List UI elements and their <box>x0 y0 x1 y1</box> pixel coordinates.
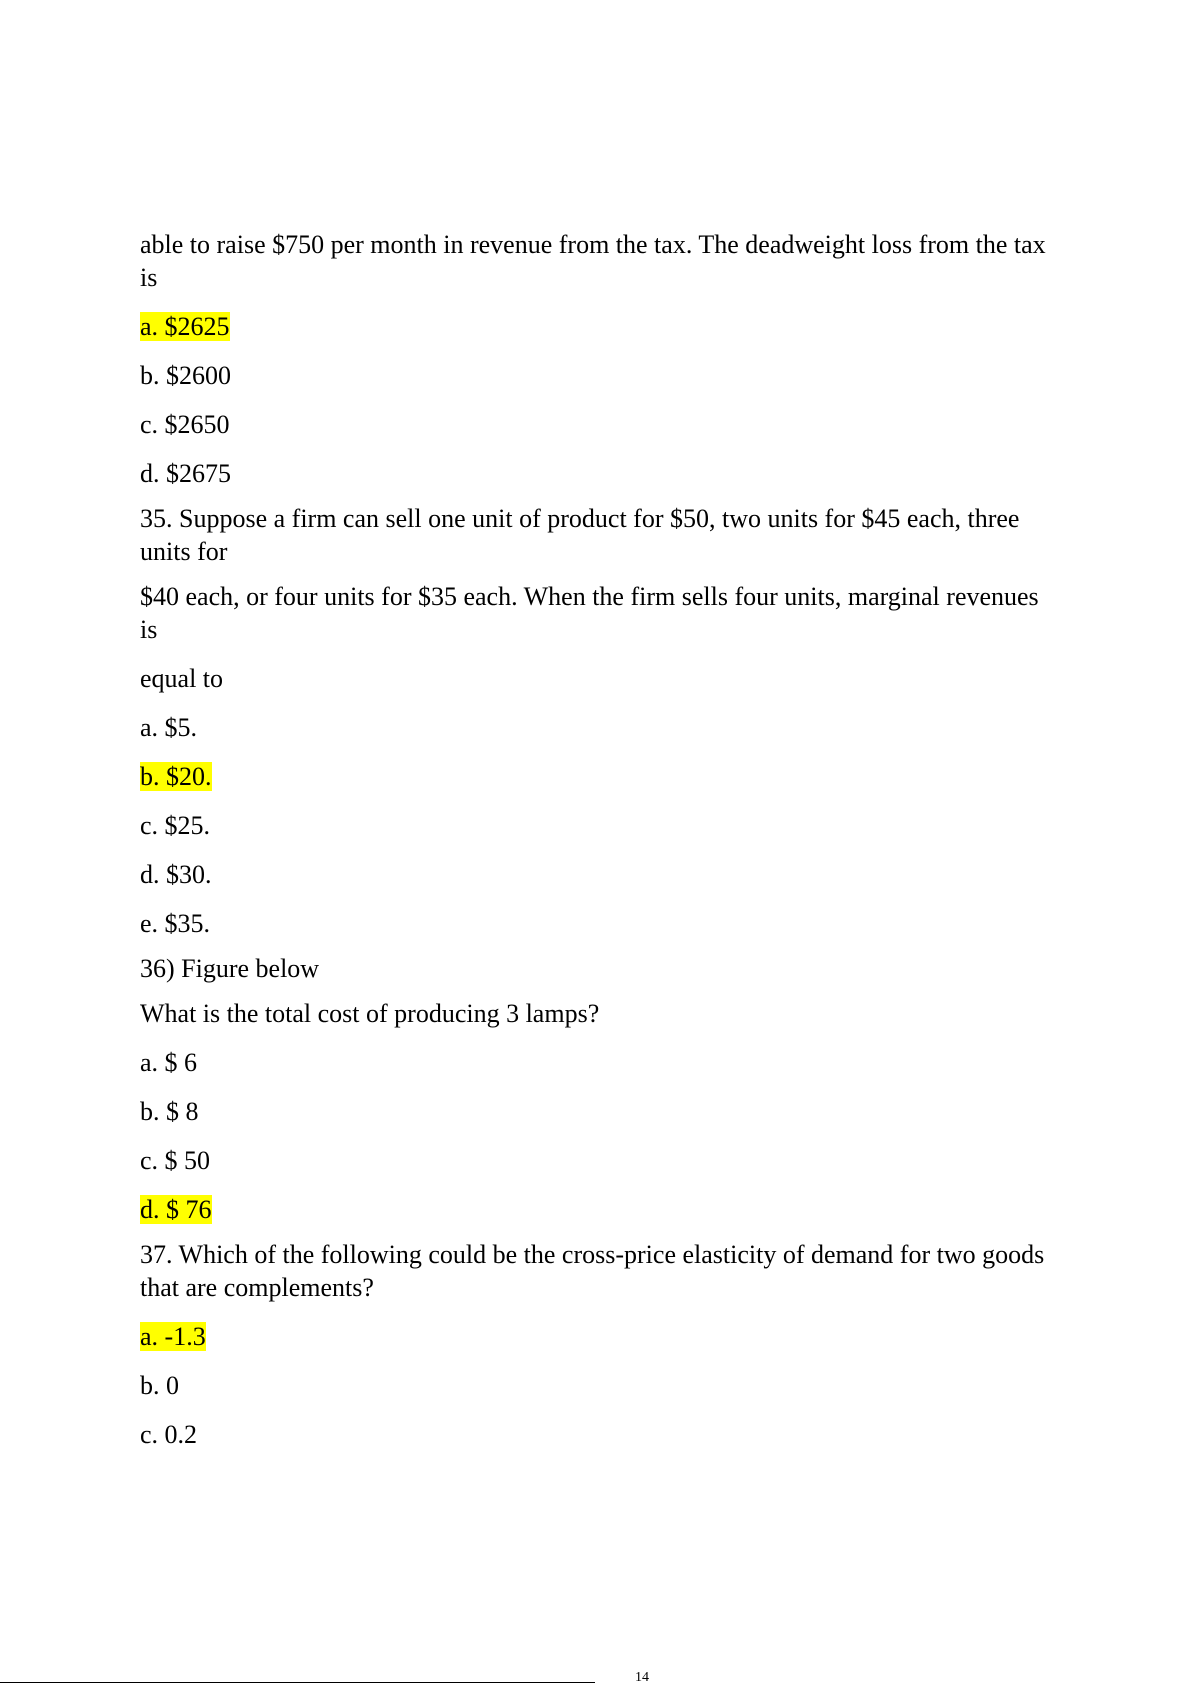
q37-option-b: b. 0 <box>140 1371 179 1400</box>
q36-option-c: c. $ 50 <box>140 1146 211 1175</box>
q34-option-c: c. $2650 <box>140 410 230 439</box>
question-36-text: What is the total cost of producing 3 lamps? <box>140 999 600 1028</box>
q35-option-c: c. $25. <box>140 811 211 840</box>
q36-option-b: b. $ 8 <box>140 1097 199 1126</box>
q35-option-e: e. $35. <box>140 909 211 938</box>
q36-option-a: a. $ 6 <box>140 1048 198 1077</box>
q36-option-d <box>140 1193 1060 1226</box>
question-34-continuation: able to raise $750 per month in revenue from the tax. The deadweight loss from the tax is <box>140 230 1046 292</box>
page-content <box>140 228 1060 1467</box>
answer-highlight: a. -1.3 <box>140 1322 206 1351</box>
answer-highlight: d. $ 76 <box>140 1195 212 1224</box>
page-number: 14 <box>635 1671 649 1685</box>
question-35-line-2: $40 each, or four units for $35 each. When the firm sells four units, marginal revenues is <box>140 582 1039 644</box>
q37-option-c: c. 0.2 <box>140 1420 198 1449</box>
answer-highlight: b. $20. <box>140 762 212 791</box>
question-37-text: 37. Which of the following could be the cross-price elasticity of demand for two goods that are complements? <box>140 1240 1045 1302</box>
q35-option-b <box>140 760 1060 793</box>
question-36-title: 36) Figure below <box>140 954 320 983</box>
q35-option-a: a. $5. <box>140 713 198 742</box>
q35-option-d: d. $30. <box>140 860 212 889</box>
q34-option-b: b. $2600 <box>140 361 231 390</box>
q34-option-d: d. $2675 <box>140 459 231 488</box>
question-35-line-3: equal to <box>140 664 224 693</box>
answer-highlight: a. $2625 <box>140 312 230 341</box>
footer-rule <box>0 1682 595 1683</box>
q37-option-a <box>140 1320 1060 1353</box>
q34-option-a <box>140 310 1060 343</box>
question-35-line-1: 35. Suppose a firm can sell one unit of product for $50, two units for $45 each, three units for <box>140 504 1020 566</box>
